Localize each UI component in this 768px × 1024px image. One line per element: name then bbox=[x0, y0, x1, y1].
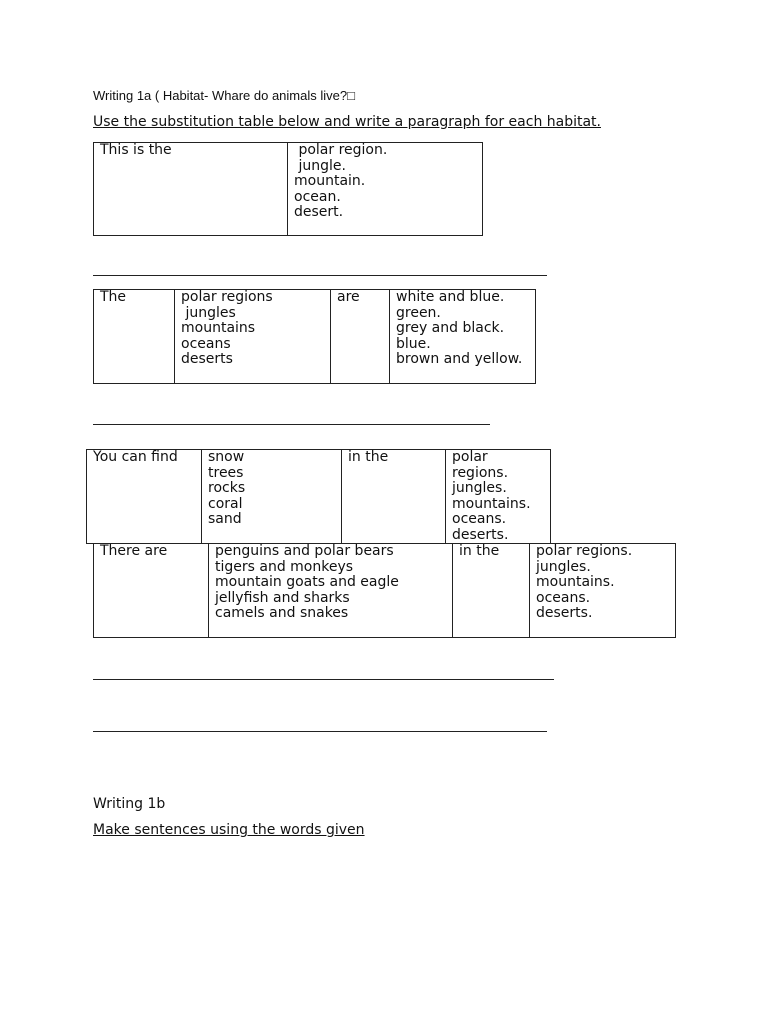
table1-col2: polar region. jungle. mountain. ocean. desert. bbox=[288, 143, 483, 236]
table3-col3: in the bbox=[342, 450, 446, 544]
section2-instruction: Make sentences using the words given bbox=[93, 822, 365, 838]
table3-col2: snow trees rocks coral sand bbox=[202, 450, 342, 544]
writing-line-4 bbox=[93, 731, 547, 732]
table4-col3: in the bbox=[453, 544, 530, 638]
instruction-text: Use the substitution table below and write a paragraph for each habitat. bbox=[93, 114, 601, 130]
substitution-table-4 bbox=[93, 543, 676, 638]
writing-line-3 bbox=[93, 679, 554, 680]
writing-line-2 bbox=[93, 424, 490, 425]
table2-col1: The bbox=[94, 290, 175, 384]
table4-col4: polar regions. jungles. mountains. oceans. deserts. bbox=[530, 544, 676, 638]
worksheet-heading: Writing 1a ( Habitat- Whare do animals live?□ bbox=[93, 88, 355, 103]
table4-col1: There are bbox=[94, 544, 209, 638]
substitution-table-1 bbox=[93, 142, 483, 236]
substitution-table-2 bbox=[93, 289, 536, 384]
table2-col2: polar regions jungles mountains oceans deserts bbox=[175, 290, 331, 384]
table3-col1: You can find bbox=[87, 450, 202, 544]
table2-col3: are bbox=[331, 290, 390, 384]
table2-col4: white and blue. green. grey and black. blue. brown and yellow. bbox=[390, 290, 536, 384]
substitution-table-3 bbox=[86, 449, 551, 544]
table4-col2: penguins and polar bears tigers and monkeys mountain goats and eagle jellyfish and sharks camels and snakes bbox=[209, 544, 453, 638]
table1-col1: This is the bbox=[94, 143, 288, 236]
writing-line-1 bbox=[93, 275, 547, 276]
table3-col4: polar regions. jungles. mountains. oceans. deserts. bbox=[446, 450, 551, 544]
section2-heading: Writing 1b bbox=[93, 796, 166, 812]
